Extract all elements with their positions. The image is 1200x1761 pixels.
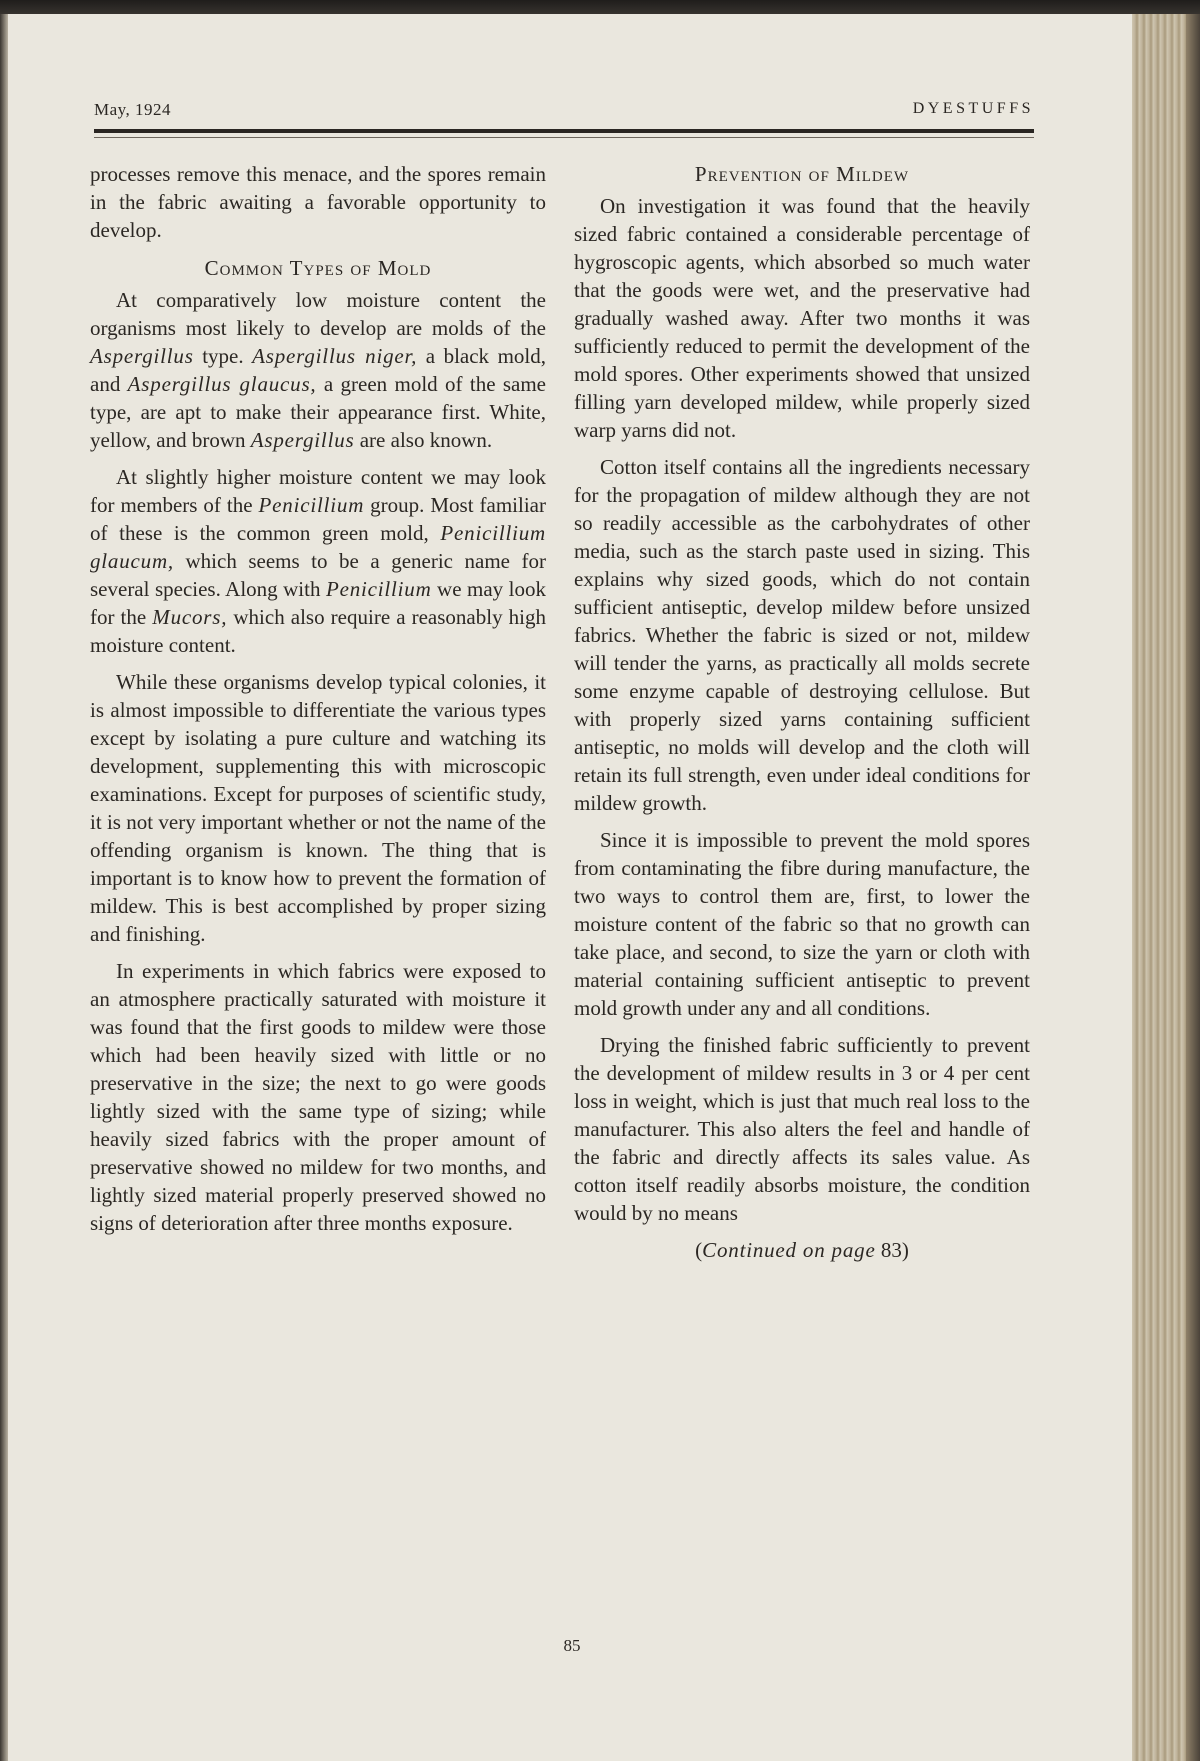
species-name: Penicillium xyxy=(258,493,365,517)
book-gutter-edge xyxy=(0,14,8,1761)
running-head xyxy=(94,100,1034,124)
paragraph-continued: processes remove this menace, and the spores remain in the fabric awaiting a favorable opportunity to develop. xyxy=(90,162,546,242)
species-name: Aspergillus glaucus, xyxy=(127,372,317,396)
species-name: Penicillium glaucum, xyxy=(90,521,546,573)
header-rule-thin xyxy=(94,137,1034,138)
species-name: Aspergillus niger, xyxy=(252,344,418,368)
species-name: Penicillium xyxy=(325,577,432,601)
page-number: 85 xyxy=(563,1636,581,1655)
left-column xyxy=(90,160,546,1246)
section-heading-common-types-of-mold: Common Types of Mold xyxy=(204,256,432,280)
paragraph-aspergillus: At comparatively low moisture content the organisms most likely to develop are molds of the Aspergillus type. Aspergillus niger, a black mold, and Aspergillus glaucus, a green mold of the same type, are apt to make their appearance first. White, yellow, and brown Aspergillus are also known. xyxy=(90,288,547,452)
paragraph-cotton: Cotton itself contains all the ingredients necessary for the propagation of mildew although they are not so readily accessible as the carbohydrates of other media, such as the starch paste used in sizing. This explains why sized goods, which do not contain sufficient antiseptic, develop mildew before unsized fabrics. Whether the fabric is sized or not, mildew will tender the yarns, as practically all molds secrete some enzyme capable of destroying cellulose. But with properly sized yarns containing sufficient antiseptic, no molds will develop and the cloth will retain its full strength, even under ideal conditions for mildew growth. xyxy=(574,455,1030,815)
issue-date: May, 1924 xyxy=(94,100,172,119)
species-name: Aspergillus xyxy=(250,428,355,452)
section-heading-prevention-of-mildew: Prevention of Mildew xyxy=(694,162,910,186)
journal-title: DYESTUFFS xyxy=(912,100,1034,117)
paragraph-differentiation: While these organisms develop typical colonies, it is almost impossible to differentiate the various types except by isolating a pure culture and watching its development, supplementing this with microscopic examinations. Except for purposes of scientific study, it is not very important whether or not the name of the offending organism is known. The thing that is important is to know how to prevent the formation of mildew. This is best accomplished by proper sizing and finishing. xyxy=(90,670,546,946)
species-name: Aspergillus xyxy=(90,344,194,368)
paragraph-investigation: On investigation it was found that the heavily sized fabric contained a considerable percentage of hygroscopic agents, which absorbed so much water that the goods were wet, and the preservative had gradually washed away. After two months it was sufficiently reduced to permit the development of the mold spores. Other experiments showed that unsized filling yarn developed mildew, while properly sized warp yarns did not. xyxy=(574,194,1030,442)
continued-on-page-note: (Continued on page 83) xyxy=(695,1238,909,1262)
paragraph-drying: Drying the finished fabric sufficiently to prevent the development of mildew results in 3 or 4 per cent loss in weight, which is just that much real loss to the manufacturer. This also alters the feel and handle of the fabric and directly affects its sales value. As cotton itself readily absorbs moisture, the condition would by no means xyxy=(574,1033,1030,1225)
paragraph-experiments: In experiments in which fabrics were exposed to an atmosphere practically saturated with moisture it was found that the first goods to mildew were those which had been heavily sized with little or no preservative in the size; the next to go were goods lightly sized with the same type of sizing; while heavily sized fabrics with the proper amount of preservative showed no mildew for two months, and lightly sized material properly preserved showed no signs of deterioration after three months exposure. xyxy=(90,959,546,1235)
paragraph-penicillium: At slightly higher moisture content we may look for members of the Penicillium group. Most familiar of these is the common green mold, Penicillium glaucum, which seems to be a generic name for several species. Along with Penicillium we may look for the Mucors, which also require a reasonably high moisture content. xyxy=(90,465,547,657)
right-column xyxy=(574,160,1030,1273)
header-rule-thick xyxy=(94,129,1034,133)
paragraph-control: Since it is impossible to prevent the mold spores from contaminating the fibre during manufacture, the two ways to control them are, first, to lower the moisture content of the fabric so that no growth can take place, and second, to size the yarn or cloth with material containing sufficient antiseptic to prevent mold growth under any and all conditions. xyxy=(574,828,1030,1020)
book-page-edges xyxy=(1132,14,1200,1761)
species-name: Mucors, xyxy=(152,605,228,629)
